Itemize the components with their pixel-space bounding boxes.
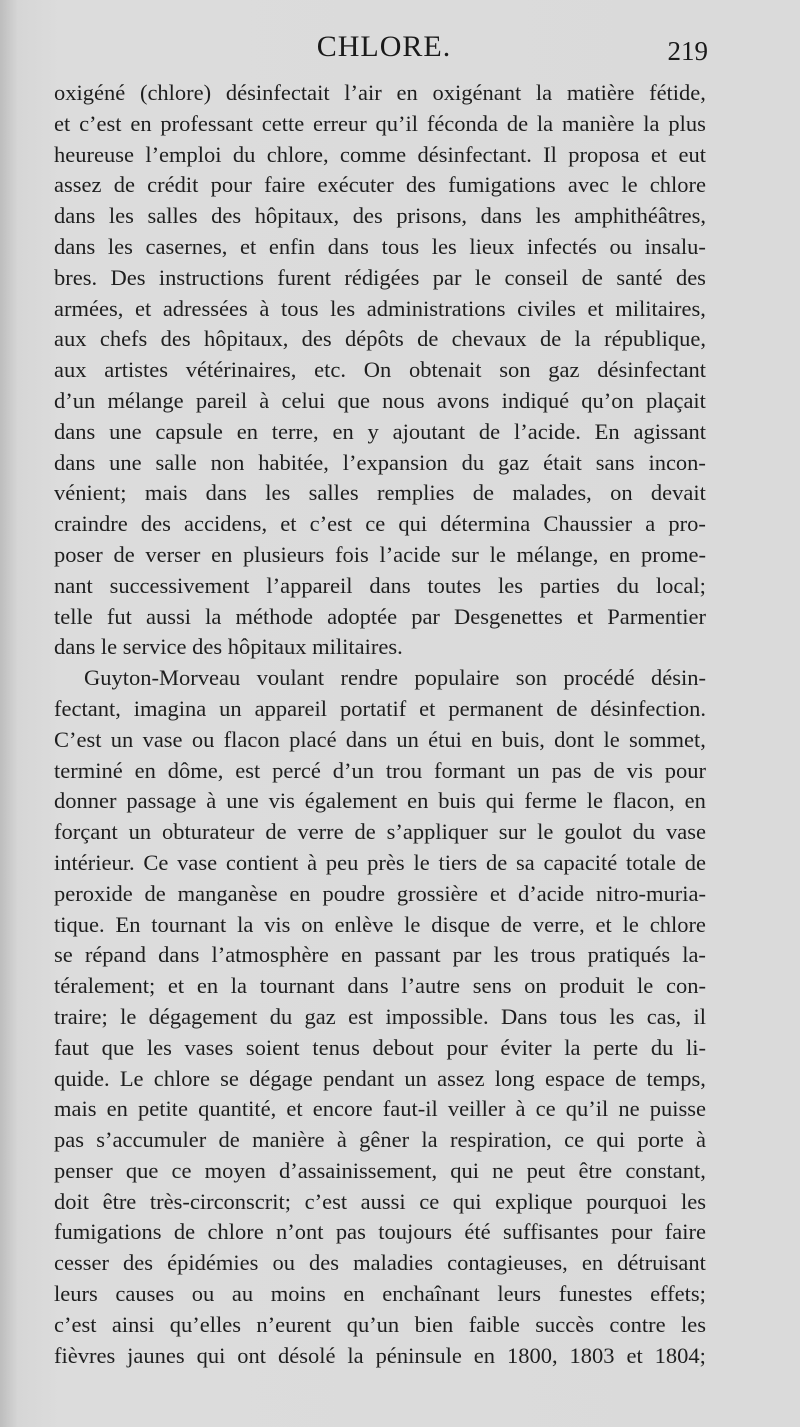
text-line: forçant un obturateur de verre de s’appliquer sur le goulot du vase — [54, 819, 706, 845]
text-line: armées, et adressées à tous les administrations civiles et militaires, — [54, 295, 706, 321]
text-line: fumigations de chlore n’ont pas toujours été suffisantes pour faire — [54, 1219, 706, 1245]
text-line: et c’est en professant cette erreur qu’il féconda de la manière la plus — [54, 110, 706, 136]
text-line: oxigéné (chlore) désinfectait l’air en oxigénant la matière fétide, — [54, 80, 706, 105]
text-line: fectant, imagina un appareil portatif et permanent de désinfection. — [54, 695, 706, 721]
text-line: penser que ce moyen d’assainissement, qui ne peut être constant, — [54, 1157, 706, 1183]
text-line: donner passage à une vis également en buis qui ferme le flacon, en — [54, 788, 706, 814]
text-line: dans les salles des hôpitaux, des prisons, dans les amphithéâtres, — [54, 203, 706, 229]
text-line: leurs causes ou au moins en enchaînant leurs funestes effets; — [54, 1281, 706, 1307]
text-line: c’est ainsi qu’elles n’eurent qu’un bien faible succès contre les — [54, 1311, 706, 1337]
page-header — [54, 30, 714, 80]
text-line: poser de verser en plusieurs fois l’acide sur le mélange, en prome- — [54, 541, 706, 567]
text-line: assez de crédit pour faire exécuter des fumigations avec le chlore — [54, 172, 706, 198]
text-line: se répand dans l’atmosphère en passant par les trous pratiqués la- — [54, 942, 706, 968]
text-line: peroxide de manganèse en poudre grossière et d’acide nitro-muria- — [54, 880, 706, 906]
text-line: fièvres jaunes qui ont désolé la péninsule en 1800, 1803 et 1804; — [54, 1342, 706, 1368]
text-line: pas s’accumuler de manière à gêner la respiration, ce qui porte à — [54, 1127, 706, 1153]
text-line: téralement; et en la tournant dans l’autre sens on produit le con- — [54, 973, 706, 999]
text-line: d’un mélange pareil à celui que nous avons indiqué qu’on plaçait — [54, 387, 706, 413]
text-line: C’est un vase ou flacon placé dans un étui en buis, dont le sommet, — [54, 726, 706, 752]
text-line: aux artistes vétérinaires, etc. On obtenait son gaz désinfectant — [54, 357, 706, 383]
text-line: mais en petite quantité, et encore faut-il veiller à ce qu’il ne puisse — [54, 1096, 706, 1122]
text-line: vénient; mais dans les salles remplies de malades, on devait — [54, 480, 706, 506]
text-line: Guyton-Morveau voulant rendre populaire son procédé désin- — [84, 665, 706, 691]
text-line: traire; le dégagement du gaz est impossible. Dans tous les cas, il — [54, 1003, 706, 1029]
text-line: quide. Le chlore se dégage pendant un assez long espace de temps, — [54, 1065, 706, 1091]
text-line: dans le service des hôpitaux militaires. — [54, 634, 403, 660]
page-number: 219 — [667, 36, 708, 66]
text-line: doit être très-circonscrit; c’est aussi ce qui explique pourquoi les — [54, 1188, 706, 1214]
running-title: CHLORE. — [316, 30, 452, 63]
text-line: craindre des accidens, et c’est ce qui détermina Chaussier a pro- — [54, 511, 706, 537]
text-line: faut que les vases soient tenus debout pour éviter la perte du li- — [54, 1034, 706, 1060]
text-line: heureuse l’emploi du chlore, comme désinfectant. Il proposa et eut — [54, 141, 706, 167]
text-line: tique. En tournant la vis on enlève le disque de verre, et le chlore — [54, 911, 706, 937]
text-line: bres. Des instructions furent rédigées par le conseil de santé des — [54, 264, 706, 290]
body-text — [54, 78, 706, 1371]
text-line: cesser des épidémies ou des maladies contagieuses, en détruisant — [54, 1250, 706, 1276]
text-line: dans une capsule en terre, en y ajoutant de l’acide. En agissant — [54, 418, 706, 444]
text-line: terminé en dôme, est percé d’un trou formant un pas de vis pour — [54, 757, 706, 783]
text-line: aux chefs des hôpitaux, des dépôts de chevaux de la république, — [54, 326, 706, 352]
text-line: dans une salle non habitée, l’expansion du gaz était sans incon- — [54, 449, 706, 475]
text-line: nant successivement l’appareil dans toutes les parties du local; — [54, 572, 706, 598]
text-line: telle fut aussi la méthode adoptée par Desgenettes et Parmentier — [54, 603, 706, 629]
text-line: intérieur. Ce vase contient à peu près le tiers de sa capacité totale de — [54, 849, 706, 875]
text-line: dans les casernes, et enfin dans tous les lieux infectés ou insalu- — [54, 233, 706, 259]
